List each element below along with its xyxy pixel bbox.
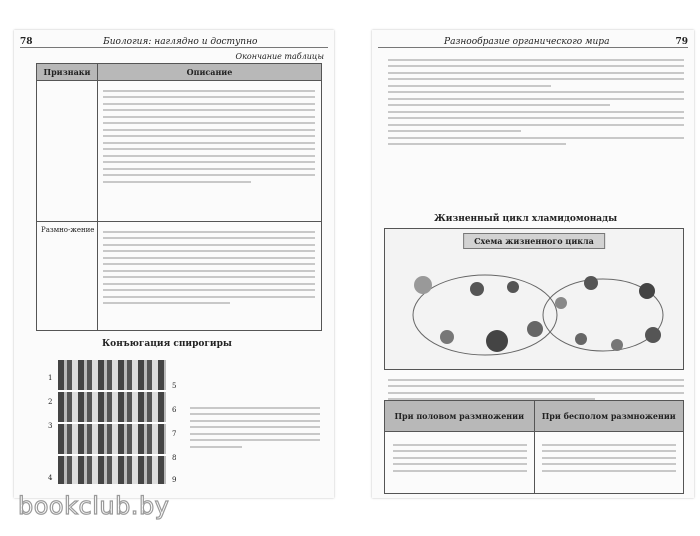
figure-label: 6 xyxy=(172,406,177,414)
table-header-features: Признаки xyxy=(37,64,98,80)
table-caption: Окончание таблицы xyxy=(235,52,324,61)
table-row xyxy=(37,81,321,222)
section-title-conjugation: Конъюгация спирогиры xyxy=(102,339,232,349)
table-row xyxy=(37,222,321,330)
watermark-logo: bookclub.by xyxy=(18,492,170,520)
body-text-block xyxy=(393,439,527,476)
figure-legend xyxy=(190,402,320,452)
body-text-block xyxy=(542,439,676,476)
figure-label: 7 xyxy=(172,430,177,438)
table-header-description: Описание xyxy=(186,67,233,77)
row-label-reproduction: Размно-жение xyxy=(41,226,95,234)
right-running-head xyxy=(378,34,688,48)
right-page xyxy=(372,30,694,498)
life-cycle-drawing xyxy=(385,229,683,369)
figure-label: 3 xyxy=(48,422,53,430)
figure-label: 8 xyxy=(172,454,177,462)
diagram-title: Схема жизненного цикла xyxy=(463,233,605,249)
right-running-title: Разнообразие органического мира xyxy=(444,37,610,47)
body-text-block xyxy=(103,226,315,309)
features-table xyxy=(36,63,322,331)
figure-label: 2 xyxy=(48,398,53,406)
section-title-life-cycle: Жизненный цикл хламидомонады xyxy=(434,214,618,224)
figure-label: 4 xyxy=(48,474,53,482)
reproduction-comparison-table xyxy=(384,400,684,494)
header-sexual: При половом размножении xyxy=(385,401,535,431)
figure-label: 5 xyxy=(172,382,177,390)
life-cycle-diagram xyxy=(384,228,684,370)
right-page-number: 79 xyxy=(675,37,688,47)
figure-label: 1 xyxy=(48,374,53,382)
table-header-row xyxy=(37,64,321,81)
left-page-number: 78 xyxy=(20,37,33,47)
left-running-title: Биология: наглядно и доступно xyxy=(103,37,258,47)
left-running-head xyxy=(20,34,328,48)
figure-label: 9 xyxy=(172,476,177,484)
left-page xyxy=(14,30,334,498)
body-text-block xyxy=(388,54,684,150)
header-asexual: При бесполом размножении xyxy=(541,411,676,421)
body-text-block xyxy=(103,85,315,187)
spirogyra-micrograph xyxy=(58,360,166,484)
